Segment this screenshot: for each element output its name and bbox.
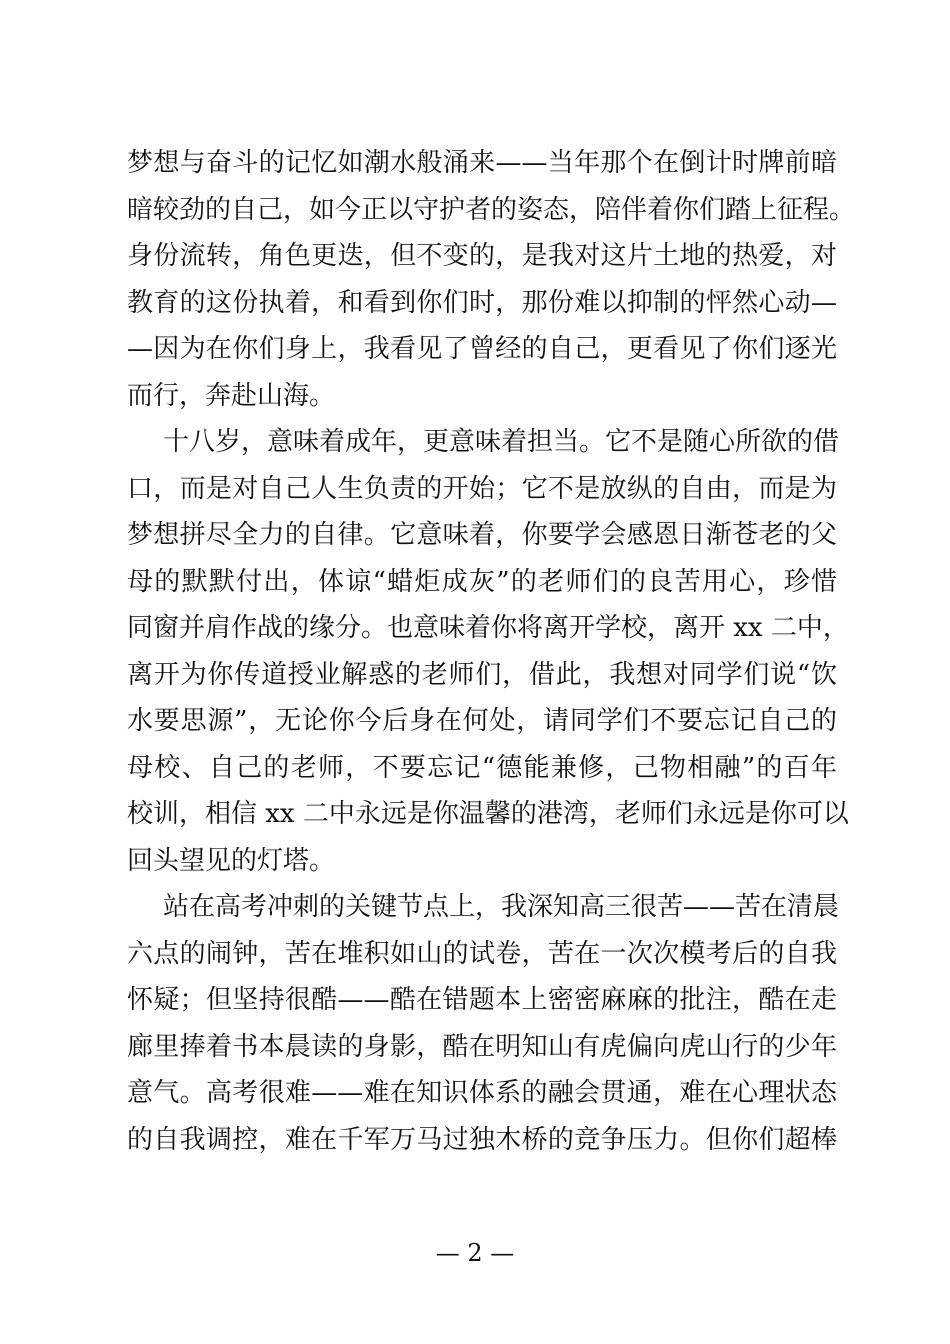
text-line: 站在高考冲刺的关键节点上，我深知高三很苦——苦在清晨 <box>163 892 840 922</box>
text-line: 口，而是对自己人生负责的开始；它不是放纵的自由，而是为 <box>127 473 837 504</box>
text-line: 同窗并肩作战的缘分。也意味着你将离开学校，离开 xx 二中， <box>127 613 849 643</box>
text-line: 意气。高考很难——难在知识体系的融会贯通，难在心理状态 <box>127 1078 837 1108</box>
text-line: 六点的闹钟，苦在堆积如山的试卷，苦在一次次模考后的自我 <box>127 938 837 969</box>
text-line: 怀疑；但坚持很酷——酷在错题本上密密麻麻的批注，酷在走 <box>127 985 837 1015</box>
text-line: 廊里捧着书本晨读的身影，酷在明知山有虎偏向虎山行的少年 <box>127 1031 837 1062</box>
text-line: 梦想与奋斗的记忆如潮水般涌来——当年那个在倒计时牌前暗 <box>127 148 837 178</box>
text-line: 校训，相信 xx 二中永远是你温馨的港湾，老师们永远是你可以 <box>127 799 849 829</box>
text-line: 离开为你传道授业解惑的老师们，借此，我想对同学们说“饮 <box>127 659 837 690</box>
paragraph-1 <box>127 140 856 419</box>
text-line: 教育的这份执着，和看到你们时，那份难以抑制的怦然心动— <box>127 287 837 318</box>
paragraph-2 <box>127 419 849 884</box>
text-line: 十八岁，意味着成年，更意味着担当。它不是随心所欲的借 <box>163 427 840 457</box>
body-text <box>127 140 856 1163</box>
text-line: 回头望见的灯塔。 <box>127 845 336 876</box>
text-line: —因为在你们身上，我看见了曾经的自己，更看见了你们逐光 <box>127 334 837 364</box>
text-line: 而行，奔赴山海。 <box>127 380 336 411</box>
text-line: 母校、自己的老师，不要忘记“德能兼修，己物相融”的百年 <box>127 752 837 783</box>
text-line: 梦想拼尽全力的自律。它意味着，你要学会感恩日渐苍老的父 <box>127 520 837 550</box>
text-line: 身份流转，角色更迭，但不变的，是我对这片土地的热爱，对 <box>127 241 837 271</box>
text-line: 暗较劲的自己，如今正以守护者的姿态，陪伴着你们踏上征程。 <box>127 194 856 225</box>
page-number: — 2 — <box>435 1239 515 1267</box>
text-line: 水要思源”，无论你今后身在何处，请同学们不要忘记自己的 <box>127 706 837 736</box>
paragraph-3 <box>127 884 840 1163</box>
text-line: 的自我调控，难在千军万马过独木桥的竞争压力。但你们超棒 <box>127 1124 837 1155</box>
text-line: 母的默默付出，体谅“蜡炬成灰”的老师们的良苦用心，珍惜 <box>127 566 837 597</box>
